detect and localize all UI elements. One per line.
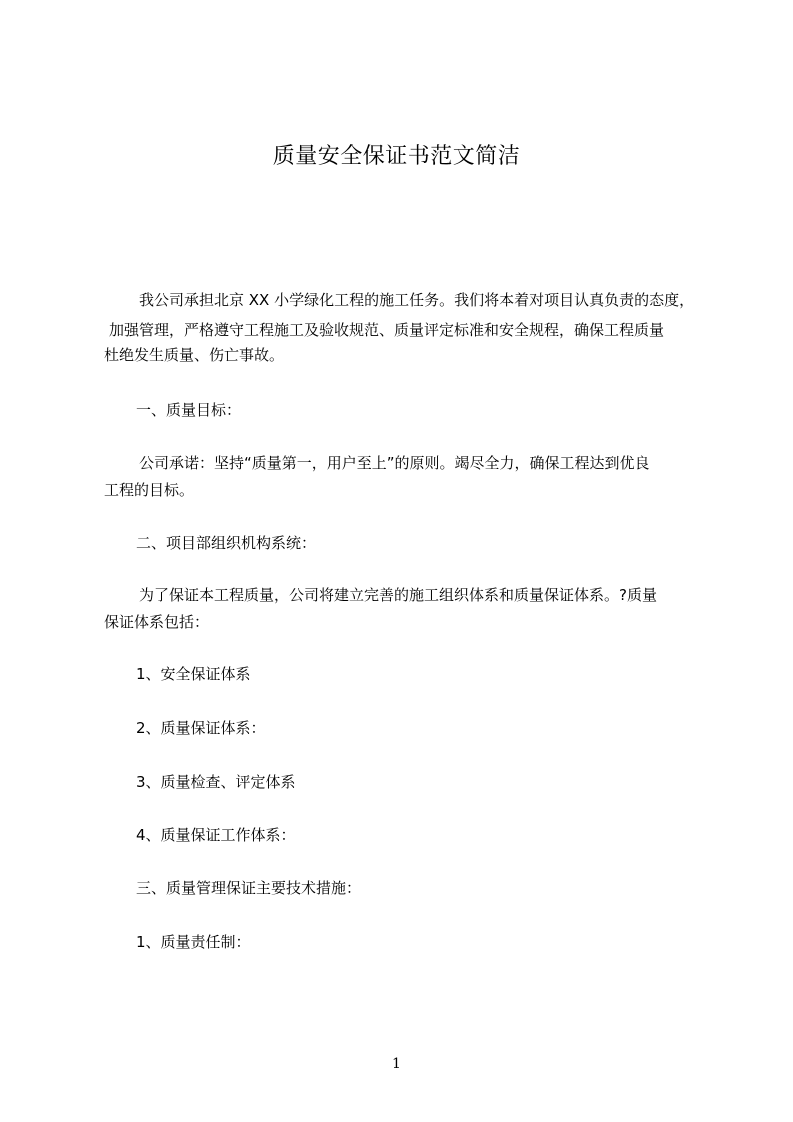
- list-item: 1、安全保证体系: [136, 665, 251, 683]
- intro-line-2: 加强管理，严格遵守工程施工及验收规范、质量评定标准和安全规程，确保工程质量: [109, 321, 665, 339]
- list-item: 3、质量检查、评定体系: [136, 773, 296, 791]
- section-3-heading: 三、质量管理保证主要技术措施：: [136, 879, 362, 897]
- section-1-heading: 一、质量目标：: [136, 401, 242, 419]
- document-title: 质量安全保证书范文简洁: [272, 144, 521, 169]
- section-2-heading: 二、项目部组织机构系统：: [136, 534, 317, 552]
- list-item: 2、质量保证体系：: [136, 719, 266, 737]
- section-2-line-1: 为了保证本工程质量，公司将建立完善的施工组织体系和质量保证体系。?质量: [139, 586, 657, 604]
- list-item: 1、质量责任制：: [136, 933, 251, 951]
- section-2-line-2: 保证体系包括：: [104, 613, 210, 631]
- intro-line-3: 杜绝发生质量、伤亡事故。: [104, 346, 285, 364]
- list-item: 4、质量保证工作体系：: [136, 826, 296, 844]
- section-1-line-1: 公司承诺：坚持“质量第一，用户至上”的原则。竭尽全力，确保工程达到优良: [139, 454, 650, 472]
- page-number: 1: [392, 1056, 401, 1072]
- intro-line-1: 我公司承担北京 XX 小学绿化工程的施工任务。我们将本着对项目认真负责的态度，: [139, 291, 695, 309]
- section-1-line-2: 工程的目标。: [104, 481, 195, 499]
